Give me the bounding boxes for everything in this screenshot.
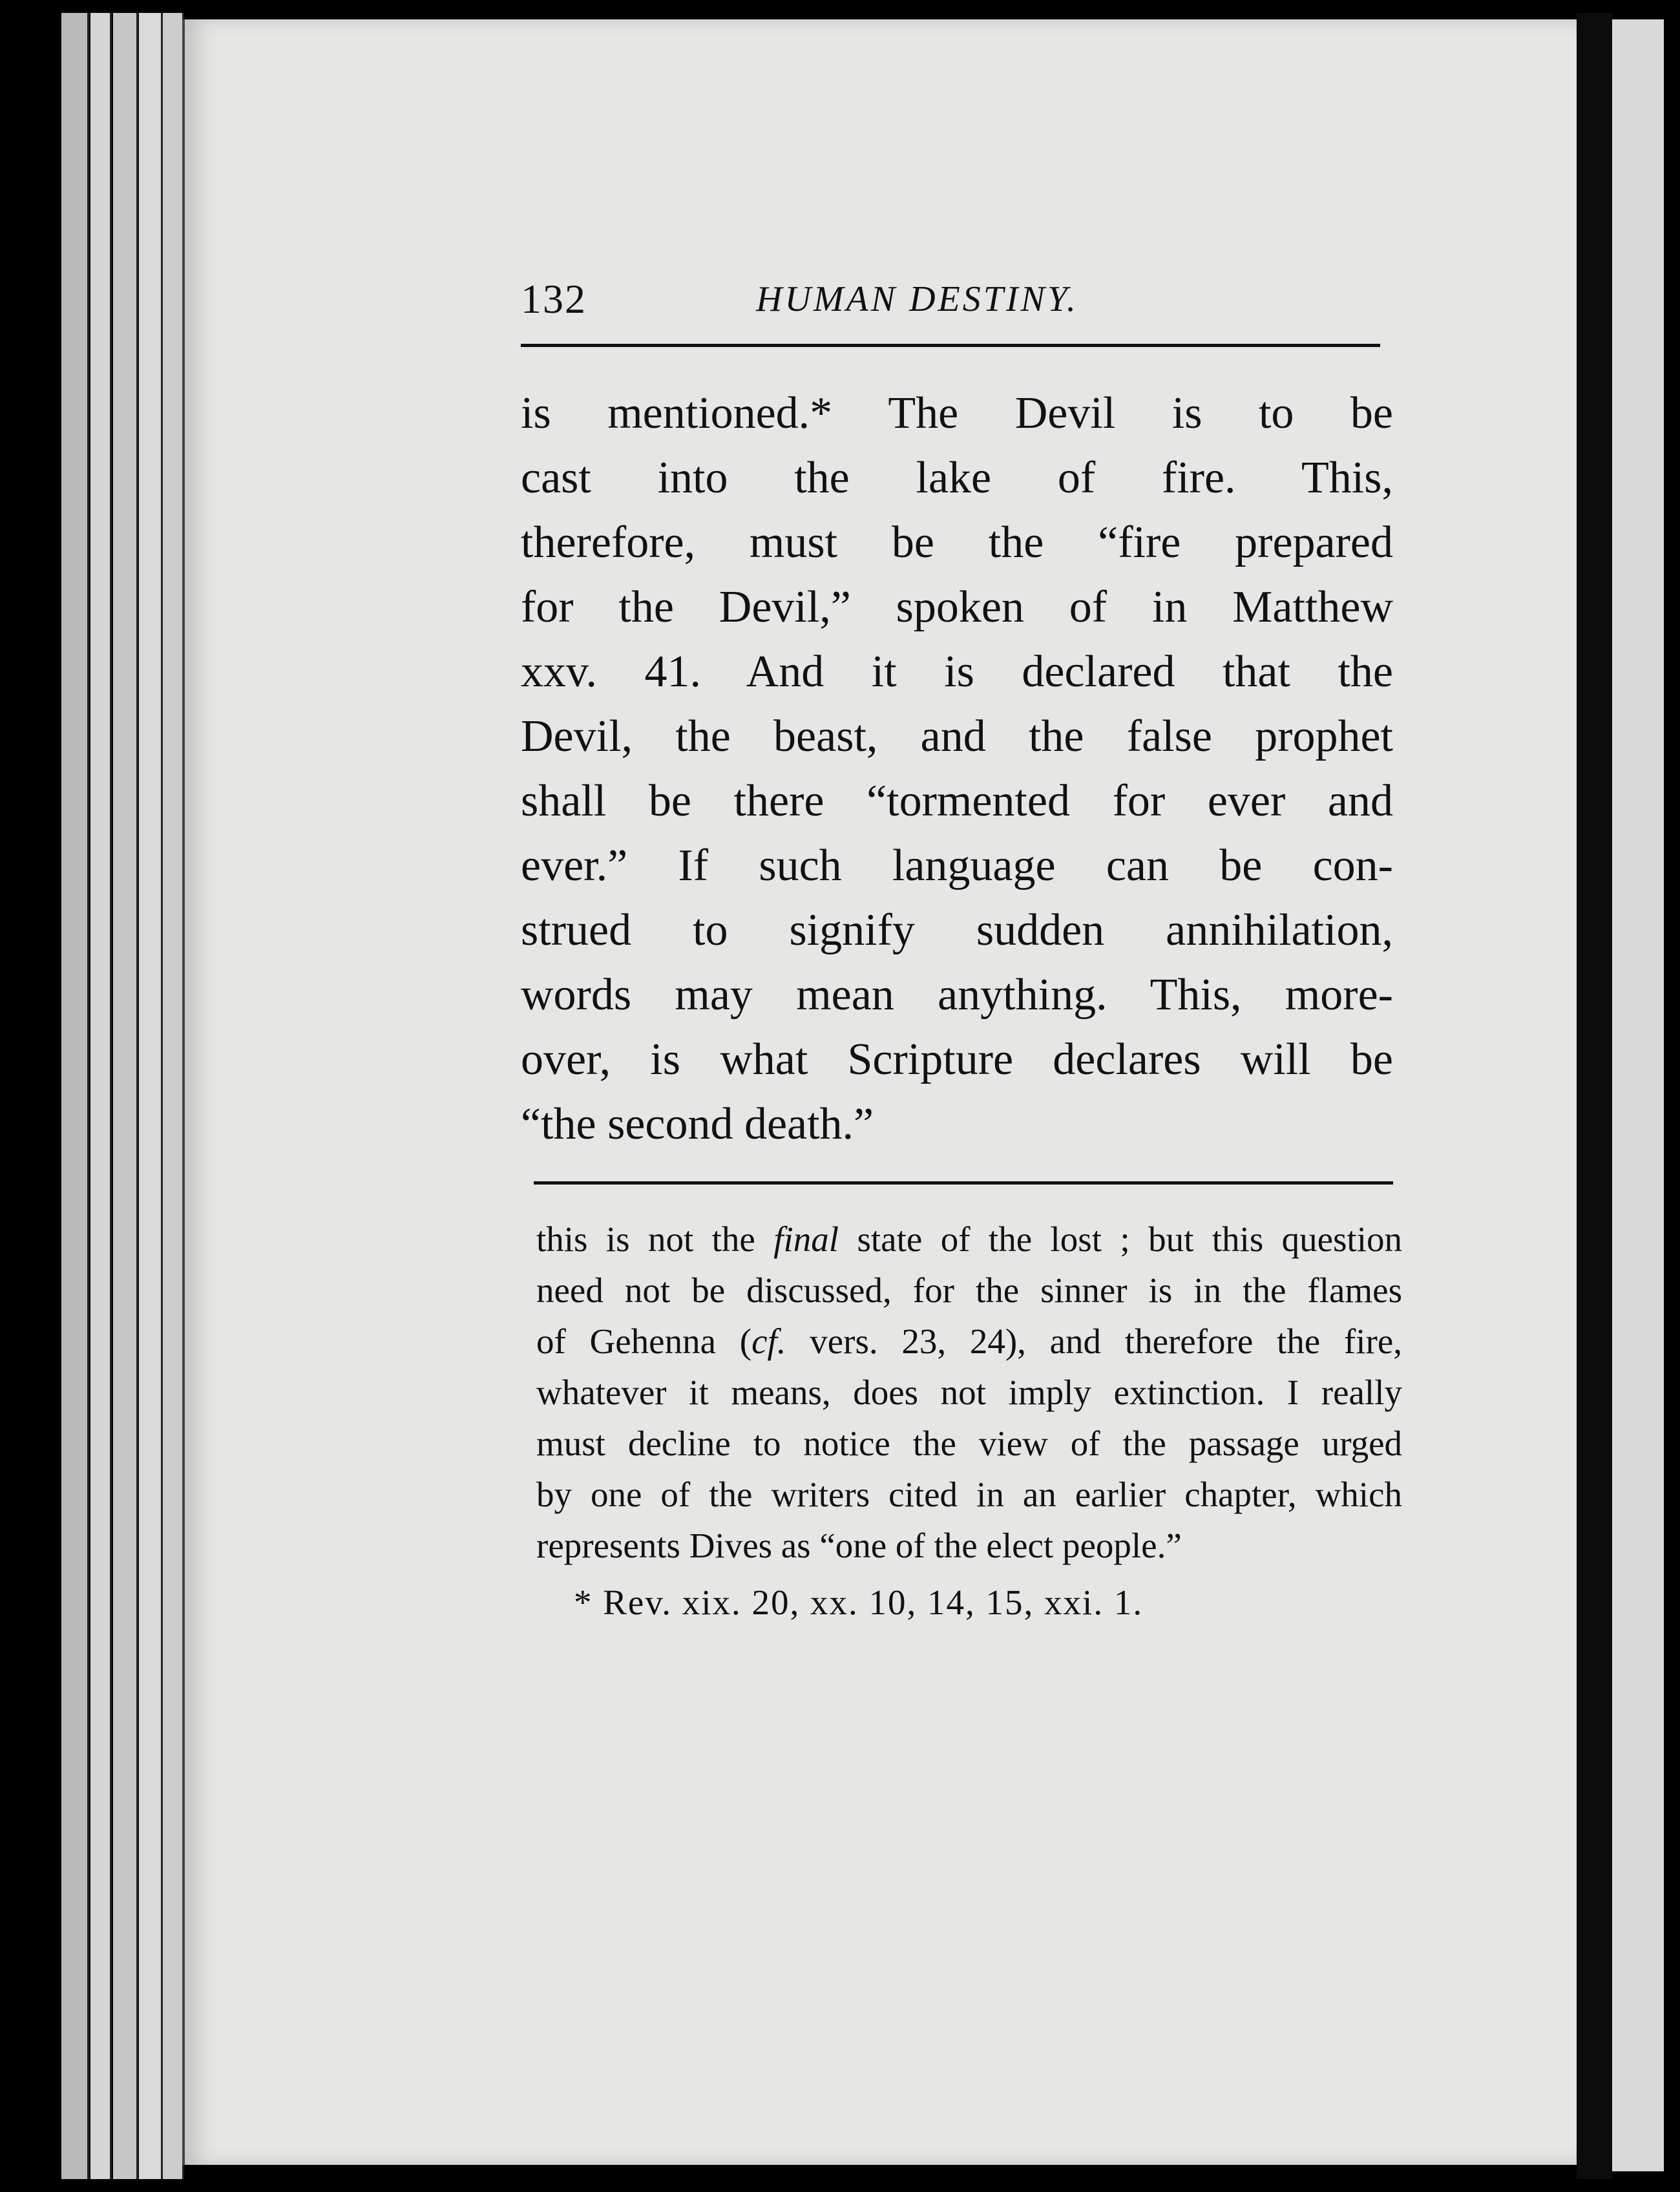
footnote-text-run: of Gehenna ( <box>536 1322 752 1361</box>
body-line: words may mean anything. This, more- <box>521 970 1393 1020</box>
footnote-text-run: this is not the <box>536 1219 774 1259</box>
book-gutter <box>1577 13 1612 2179</box>
page-edge <box>139 13 163 2179</box>
body-line: for the Devil,” spoken of in Matthew <box>521 582 1393 632</box>
footnote-line: must decline to notice the view of the passage urged <box>536 1424 1402 1463</box>
footnote-text <box>536 1214 1402 1571</box>
footnote-line: whatever it means, does not imply extinction. I really <box>536 1373 1402 1412</box>
footnote-line: need not be discussed, for the sinner is in the flames <box>536 1270 1402 1310</box>
body-line: cast into the lake of fire. This, <box>521 453 1393 503</box>
body-line: Devil, the beast, and the false prophet <box>521 711 1393 761</box>
footnote-text-run: vers. 23, 24), and therefore the fire, <box>786 1322 1402 1361</box>
body-line: strued to signify sudden annihilation, <box>521 905 1393 955</box>
footnote-rule <box>534 1181 1393 1185</box>
footnote-line: represents Dives as “one of the elect people.” <box>536 1526 1182 1565</box>
page-number: 132 <box>521 276 587 322</box>
footnote-italic-word: final <box>773 1219 839 1259</box>
running-title: HUMAN DESTINY. <box>756 279 1078 319</box>
body-line: “the second death.” <box>521 1099 874 1149</box>
body-line: xxv. 41. And it is declared that the <box>521 647 1393 697</box>
footnote-line <box>536 1316 1402 1367</box>
header-rule <box>521 344 1380 347</box>
scripture-reference-note: * Rev. xix. 20, xx. 10, 14, 15, xxi. 1. <box>574 1583 1144 1622</box>
page-edge <box>163 13 184 2179</box>
body-line: ever.” If such language can be con- <box>521 841 1393 890</box>
body-line: over, is what Scripture declares will be <box>521 1035 1393 1084</box>
body-line: therefore, must be the “fire prepared <box>521 518 1393 567</box>
page-edge <box>113 13 138 2179</box>
running-head <box>521 270 1380 328</box>
page-edge <box>90 13 112 2179</box>
body-line: shall be there “tormented for ever and <box>521 776 1393 826</box>
footnote-line: by one of the writers cited in an earlier chapter, which <box>536 1475 1402 1514</box>
body-line: is mentioned.* The Devil is to be <box>521 388 1393 438</box>
footnote-italic-word: cf. <box>751 1322 786 1361</box>
next-page-edge <box>1612 19 1664 2171</box>
footnote-text-run: state of the lost ; but this question <box>839 1219 1402 1259</box>
footnote-line <box>536 1214 1402 1265</box>
body-text <box>521 381 1393 1157</box>
page-edge <box>61 13 89 2179</box>
